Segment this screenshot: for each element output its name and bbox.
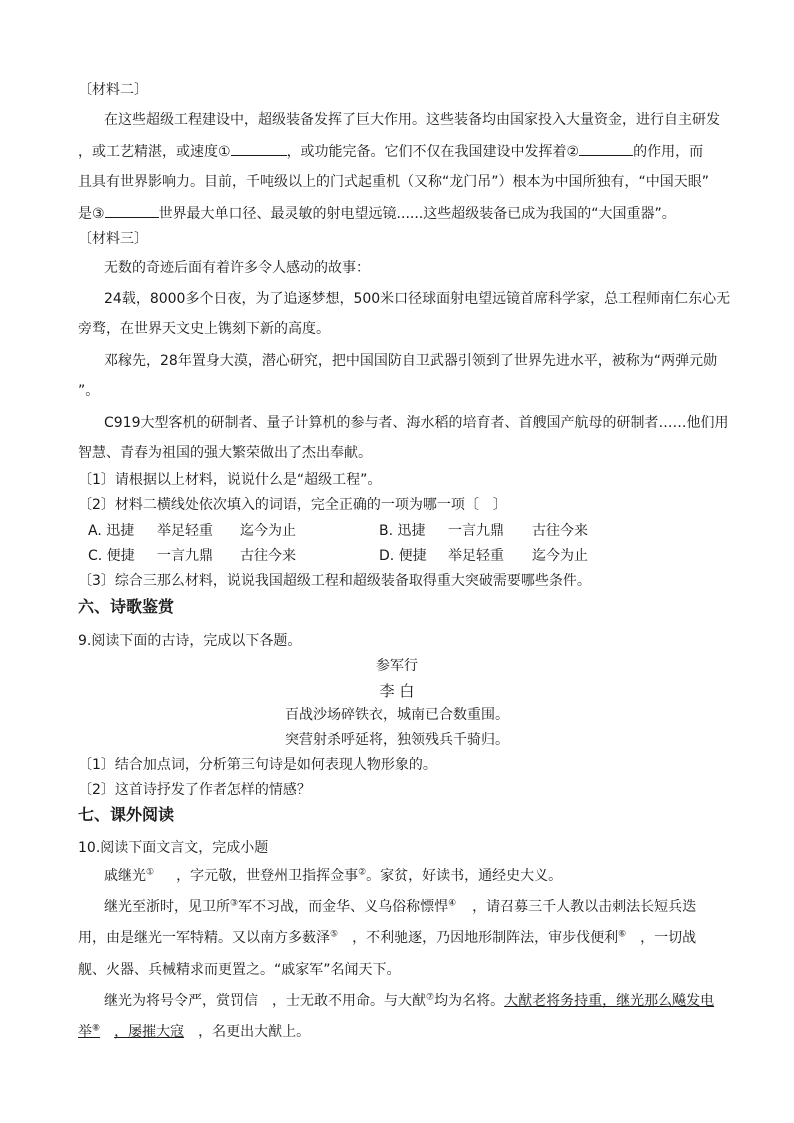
text-span: 均为名将。 (434, 993, 505, 1009)
text-span: 继光为将号令严，赏罚信 ，士无敢不用命。与大猷 (104, 993, 426, 1009)
option-d[interactable] (379, 546, 427, 566)
text-span: 的作用，而 (633, 144, 704, 160)
blank-3[interactable] (105, 203, 159, 218)
option-c[interactable] (88, 546, 135, 566)
section-6-intro: 9.阅读下面的古诗，完成以下各题。 (78, 633, 302, 649)
text-span: 世界最大单口径、最灵敏的射电望远镜......这些超级装备已成为我国的“大国重器”。 (158, 206, 676, 222)
section-7-intro: 10.阅读下面文言文，完成小题 (78, 840, 269, 856)
footnote-mark: ⑤ (330, 929, 339, 940)
footnote-mark: ⑥ (618, 929, 627, 940)
question-1: 〔1〕请根据以上材料，说说什么是“超级工程”。 (78, 472, 382, 488)
option-b-letter: B. 迅捷 (379, 523, 426, 539)
material-2-label: 〔材料二〕 (78, 82, 148, 98)
option-c-word-2: 一言九鼎 (157, 548, 213, 564)
option-b[interactable] (379, 521, 426, 541)
text-span: ，不利驰逐，乃因地形制阵法，审步伐便利 (352, 930, 619, 946)
material-3-line-3: 旁骛，在世界天文史上镌刻下新的高度。 (78, 321, 330, 337)
text-span: ，名更出大猷上。 (198, 1024, 311, 1040)
option-d-word-3: 迄今为止 (532, 548, 588, 564)
section-7-heading: 七、课外阅读 (78, 805, 175, 824)
text-span: 用，由是继光一军特精。又以南方多薮泽 (78, 930, 330, 946)
text-span: 戚继光 (104, 868, 146, 884)
poem-question-2: 〔2〕这首诗抒发了作者怎样的情感？ (78, 782, 311, 798)
classical-text-line-5 (104, 991, 714, 1011)
underlined-sentence (78, 1024, 184, 1040)
footnote-mark: ⑦ (426, 992, 435, 1003)
footnote-mark: ③ (230, 898, 239, 909)
text-span: 。家贫，好读书，通经史大义。 (366, 868, 563, 884)
option-b-word-2: 一言九鼎 (448, 523, 504, 539)
text-span: ，或工艺精湛，或速度① (78, 144, 231, 160)
material-3-line-6: C919大型客机的研制者、量子计算机的参与者、海水稻的培育者、首艘国产航母的研制者……他们用 (104, 415, 729, 431)
material-3-label: 〔材料三〕 (78, 231, 148, 247)
classical-text-line-1 (104, 866, 562, 886)
material-3-line-7: 智慧、青春为祖国的强大繁荣做出了杰出奉献。 (78, 445, 372, 461)
text-span: ，请召募三千人教以击刺法长短兵迭 (472, 899, 697, 915)
text-span: 继光至浙时，见卫所 (104, 899, 230, 915)
footnote-mark: ② (358, 867, 367, 878)
question-2: 〔2〕材料二横线处依次填入的词语，完全正确的一项为哪一项〔 〕 (78, 497, 507, 513)
text-span: ，屡摧大寇 (114, 1024, 185, 1040)
text-span: 军不习战，而金华、义乌俗称慓悍 (238, 899, 449, 915)
material-3-line-1: 无数的奇迹后面有着许多令人感动的故事： (104, 260, 370, 276)
text-span: 举 (78, 1024, 92, 1040)
material-2-line-4 (78, 203, 676, 224)
classical-text-line-3 (78, 928, 696, 948)
option-a[interactable] (88, 521, 134, 541)
classical-text-line-4: 舰、火器、兵械精求而更置之。“戚家军”名闻天下。 (78, 962, 401, 978)
poem-line-2: 突营射杀呼延将，独领残兵千骑归。 (285, 732, 509, 748)
option-c-word-3: 古往今来 (240, 548, 296, 564)
material-2-line-3: 且具有世界影响力。目前，千吨级以上的门式起重机（又称“龙门吊”）根本为中国所独有，“中国天眼” (78, 174, 710, 190)
footnote-mark: ① (146, 867, 155, 878)
classical-text-line-6 (78, 1022, 310, 1042)
material-3-line-5: ”。 (78, 383, 100, 399)
option-a-word-3: 迄今为止 (240, 523, 296, 539)
classical-text-line-2 (104, 897, 696, 917)
poem-question-1: 〔1〕结合加点词，分析第三句诗是如何表现人物形象的。 (78, 757, 437, 773)
footnote-mark: ④ (448, 898, 457, 909)
option-d-word-2: 举足轻重 (448, 548, 504, 564)
material-3-line-2: 24载，8000多个日夜，为了追逐梦想，500米口径球面射电望远镜首席科学家，总工程师南仁东心无 (104, 291, 731, 307)
option-c-letter: C. 便捷 (88, 548, 135, 564)
footnote-mark: ⑧ (92, 1023, 101, 1034)
option-a-word-2: 举足轻重 (157, 523, 213, 539)
material-3-line-4: 邓稼先，28年置身大漠，潜心研究，把中国国防自卫武器引领到了世界先进水平，被称为“两弹元勋 (104, 353, 718, 369)
option-a-letter: A. 迅捷 (88, 523, 135, 539)
text-span: ，字元敬，世登州卫指挥佥事 (176, 868, 359, 884)
text-span: ，或功能完备。它们不仅在我国建设中发挥着② (286, 144, 580, 160)
blank-2[interactable] (579, 141, 633, 156)
poem-line-1: 百战沙场碎铁衣，城南已合数重围。 (285, 707, 509, 723)
option-b-word-3: 古往今来 (532, 523, 588, 539)
underlined-sentence: 大猷老将务持重，继光那么飚发电 (504, 993, 715, 1009)
text-span: ，一切战 (640, 930, 697, 946)
text-span: 是③ (78, 206, 105, 222)
material-2-line-2 (78, 141, 703, 162)
blank-1[interactable] (231, 141, 287, 156)
question-3: 〔3〕综合三那么材料，说说我国超级工程和超级装备取得重大突破需要哪些条件。 (78, 573, 591, 589)
option-d-letter: D. 便捷 (379, 548, 427, 564)
section-6-heading: 六、诗歌鉴赏 (78, 597, 175, 616)
material-2-line-1: 在这些超级工程建设中，超级装备发挥了巨大作用。这些装备均由国家投入大量资金，进行自主研发 (104, 112, 720, 128)
poem-title: 参军行 (376, 658, 418, 674)
poem-author: 李 白 (379, 682, 415, 700)
